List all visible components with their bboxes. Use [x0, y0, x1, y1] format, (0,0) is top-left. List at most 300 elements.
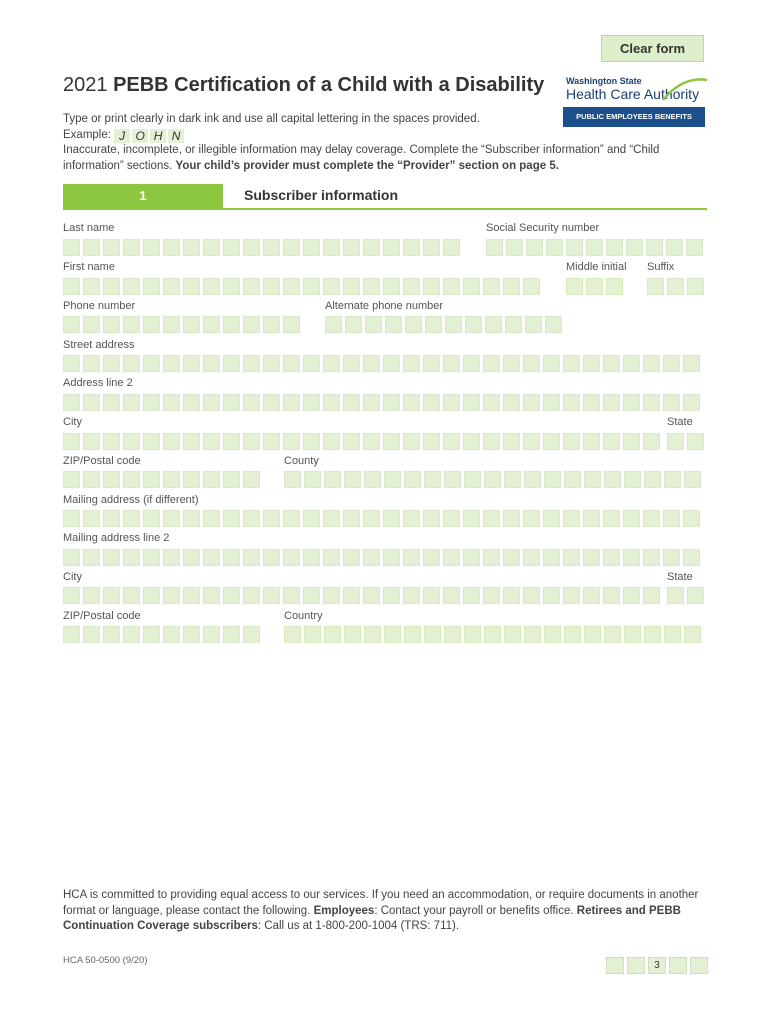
- char-box[interactable]: [143, 355, 160, 372]
- char-box[interactable]: [103, 355, 120, 372]
- char-box[interactable]: [303, 433, 320, 450]
- char-box[interactable]: [606, 278, 623, 295]
- char-box[interactable]: [383, 278, 400, 295]
- char-box[interactable]: [304, 626, 321, 643]
- char-box[interactable]: [425, 316, 442, 333]
- char-box[interactable]: [343, 549, 360, 566]
- char-box[interactable]: [283, 278, 300, 295]
- char-box[interactable]: [323, 587, 340, 604]
- char-box[interactable]: [423, 278, 440, 295]
- char-box[interactable]: [664, 626, 681, 643]
- char-box[interactable]: [343, 355, 360, 372]
- char-box[interactable]: [443, 433, 460, 450]
- mailing-state-field[interactable]: [667, 587, 707, 604]
- char-box[interactable]: [83, 549, 100, 566]
- char-box[interactable]: [623, 355, 640, 372]
- char-box[interactable]: [283, 510, 300, 527]
- char-box[interactable]: [623, 587, 640, 604]
- char-box[interactable]: [63, 549, 80, 566]
- char-box[interactable]: [303, 510, 320, 527]
- char-box[interactable]: [443, 394, 460, 411]
- char-box[interactable]: [343, 433, 360, 450]
- char-box[interactable]: [486, 239, 503, 256]
- char-box[interactable]: [183, 316, 200, 333]
- char-box[interactable]: [263, 587, 280, 604]
- char-box[interactable]: [663, 355, 680, 372]
- char-box[interactable]: [163, 587, 180, 604]
- char-box[interactable]: [163, 433, 180, 450]
- char-box[interactable]: [263, 394, 280, 411]
- char-box[interactable]: [163, 510, 180, 527]
- char-box[interactable]: [445, 316, 462, 333]
- char-box[interactable]: [563, 394, 580, 411]
- char-box[interactable]: [83, 587, 100, 604]
- char-box[interactable]: [83, 278, 100, 295]
- char-box[interactable]: [325, 316, 342, 333]
- char-box[interactable]: [103, 510, 120, 527]
- char-box[interactable]: [83, 510, 100, 527]
- char-box[interactable]: [646, 239, 663, 256]
- char-box[interactable]: [463, 510, 480, 527]
- char-box[interactable]: [223, 471, 240, 488]
- char-box[interactable]: [363, 510, 380, 527]
- char-box[interactable]: [63, 394, 80, 411]
- char-box[interactable]: [544, 626, 561, 643]
- char-box[interactable]: [525, 316, 542, 333]
- char-box[interactable]: [503, 587, 520, 604]
- char-box[interactable]: [683, 355, 700, 372]
- char-box[interactable]: [223, 239, 240, 256]
- char-box[interactable]: [623, 510, 640, 527]
- char-box[interactable]: [524, 626, 541, 643]
- char-box[interactable]: [683, 549, 700, 566]
- char-box[interactable]: [123, 278, 140, 295]
- char-box[interactable]: [505, 316, 522, 333]
- char-box[interactable]: [644, 626, 661, 643]
- char-box[interactable]: [143, 626, 160, 643]
- char-box[interactable]: [163, 394, 180, 411]
- next-page-button-2[interactable]: [690, 957, 708, 974]
- char-box[interactable]: [103, 433, 120, 450]
- clear-form-button[interactable]: Clear form: [601, 35, 704, 62]
- char-box[interactable]: [623, 433, 640, 450]
- char-box[interactable]: [283, 587, 300, 604]
- char-box[interactable]: [623, 549, 640, 566]
- char-box[interactable]: [263, 510, 280, 527]
- char-box[interactable]: [363, 549, 380, 566]
- char-box[interactable]: [503, 549, 520, 566]
- char-box[interactable]: [303, 278, 320, 295]
- char-box[interactable]: [223, 433, 240, 450]
- first-name-field[interactable]: [63, 278, 543, 295]
- char-box[interactable]: [463, 587, 480, 604]
- char-box[interactable]: [323, 510, 340, 527]
- char-box[interactable]: [647, 278, 664, 295]
- char-box[interactable]: [304, 471, 321, 488]
- char-box[interactable]: [223, 587, 240, 604]
- char-box[interactable]: [403, 355, 420, 372]
- char-box[interactable]: [504, 471, 521, 488]
- char-box[interactable]: [143, 510, 160, 527]
- char-box[interactable]: [83, 626, 100, 643]
- char-box[interactable]: [684, 471, 701, 488]
- char-box[interactable]: [543, 355, 560, 372]
- zip-field[interactable]: [63, 471, 263, 488]
- middle-initial-field[interactable]: [566, 278, 626, 295]
- char-box[interactable]: [484, 471, 501, 488]
- char-box[interactable]: [123, 626, 140, 643]
- char-box[interactable]: [203, 510, 220, 527]
- next-page-button[interactable]: [669, 957, 687, 974]
- char-box[interactable]: [243, 587, 260, 604]
- char-box[interactable]: [423, 355, 440, 372]
- char-box[interactable]: [83, 355, 100, 372]
- prev-page-button-2[interactable]: [627, 957, 645, 974]
- char-box[interactable]: [563, 355, 580, 372]
- char-box[interactable]: [103, 549, 120, 566]
- char-box[interactable]: [483, 355, 500, 372]
- char-box[interactable]: [683, 394, 700, 411]
- char-box[interactable]: [584, 626, 601, 643]
- char-box[interactable]: [687, 433, 704, 450]
- char-box[interactable]: [143, 394, 160, 411]
- char-box[interactable]: [303, 355, 320, 372]
- char-box[interactable]: [203, 239, 220, 256]
- char-box[interactable]: [324, 626, 341, 643]
- char-box[interactable]: [203, 316, 220, 333]
- char-box[interactable]: [303, 239, 320, 256]
- char-box[interactable]: [404, 471, 421, 488]
- char-box[interactable]: [583, 587, 600, 604]
- char-box[interactable]: [544, 471, 561, 488]
- char-box[interactable]: [584, 471, 601, 488]
- char-box[interactable]: [103, 394, 120, 411]
- char-box[interactable]: [183, 394, 200, 411]
- char-box[interactable]: [403, 278, 420, 295]
- char-box[interactable]: [363, 587, 380, 604]
- char-box[interactable]: [503, 394, 520, 411]
- char-box[interactable]: [363, 239, 380, 256]
- char-box[interactable]: [363, 433, 380, 450]
- char-box[interactable]: [343, 239, 360, 256]
- char-box[interactable]: [183, 278, 200, 295]
- char-box[interactable]: [564, 471, 581, 488]
- char-box[interactable]: [223, 316, 240, 333]
- char-box[interactable]: [183, 239, 200, 256]
- char-box[interactable]: [83, 239, 100, 256]
- char-box[interactable]: [203, 355, 220, 372]
- char-box[interactable]: [583, 355, 600, 372]
- char-box[interactable]: [666, 239, 683, 256]
- char-box[interactable]: [606, 239, 623, 256]
- char-box[interactable]: [667, 278, 684, 295]
- char-box[interactable]: [103, 239, 120, 256]
- char-box[interactable]: [443, 587, 460, 604]
- char-box[interactable]: [284, 626, 301, 643]
- char-box[interactable]: [404, 626, 421, 643]
- char-box[interactable]: [63, 626, 80, 643]
- char-box[interactable]: [163, 278, 180, 295]
- char-box[interactable]: [465, 316, 482, 333]
- char-box[interactable]: [503, 355, 520, 372]
- char-box[interactable]: [484, 626, 501, 643]
- char-box[interactable]: [403, 510, 420, 527]
- char-box[interactable]: [664, 471, 681, 488]
- char-box[interactable]: [203, 587, 220, 604]
- char-box[interactable]: [483, 433, 500, 450]
- char-box[interactable]: [663, 394, 680, 411]
- char-box[interactable]: [563, 433, 580, 450]
- char-box[interactable]: [223, 549, 240, 566]
- char-box[interactable]: [303, 587, 320, 604]
- char-box[interactable]: [243, 549, 260, 566]
- char-box[interactable]: [163, 316, 180, 333]
- char-box[interactable]: [223, 278, 240, 295]
- char-box[interactable]: [524, 471, 541, 488]
- char-box[interactable]: [123, 433, 140, 450]
- char-box[interactable]: [143, 433, 160, 450]
- char-box[interactable]: [403, 549, 420, 566]
- char-box[interactable]: [687, 278, 704, 295]
- char-box[interactable]: [243, 239, 260, 256]
- mailing-city-field[interactable]: [63, 587, 663, 604]
- char-box[interactable]: [643, 549, 660, 566]
- char-box[interactable]: [443, 510, 460, 527]
- char-box[interactable]: [423, 239, 440, 256]
- char-box[interactable]: [383, 433, 400, 450]
- mailing-line2-field[interactable]: [63, 549, 703, 566]
- char-box[interactable]: [543, 587, 560, 604]
- char-box[interactable]: [303, 549, 320, 566]
- char-box[interactable]: [63, 239, 80, 256]
- char-box[interactable]: [123, 471, 140, 488]
- char-box[interactable]: [283, 239, 300, 256]
- char-box[interactable]: [323, 549, 340, 566]
- char-box[interactable]: [443, 278, 460, 295]
- char-box[interactable]: [103, 626, 120, 643]
- char-box[interactable]: [223, 510, 240, 527]
- char-box[interactable]: [103, 316, 120, 333]
- char-box[interactable]: [423, 549, 440, 566]
- char-box[interactable]: [464, 626, 481, 643]
- char-box[interactable]: [365, 316, 382, 333]
- char-box[interactable]: [604, 626, 621, 643]
- char-box[interactable]: [603, 549, 620, 566]
- char-box[interactable]: [103, 471, 120, 488]
- mailing-zip-field[interactable]: [63, 626, 263, 643]
- char-box[interactable]: [364, 626, 381, 643]
- char-box[interactable]: [543, 394, 560, 411]
- char-box[interactable]: [323, 278, 340, 295]
- char-box[interactable]: [363, 355, 380, 372]
- char-box[interactable]: [383, 355, 400, 372]
- char-box[interactable]: [443, 239, 460, 256]
- char-box[interactable]: [463, 433, 480, 450]
- char-box[interactable]: [463, 278, 480, 295]
- char-box[interactable]: [444, 626, 461, 643]
- char-box[interactable]: [183, 626, 200, 643]
- char-box[interactable]: [183, 549, 200, 566]
- mailing-address-field[interactable]: [63, 510, 703, 527]
- char-box[interactable]: [283, 394, 300, 411]
- char-box[interactable]: [163, 626, 180, 643]
- char-box[interactable]: [263, 433, 280, 450]
- char-box[interactable]: [503, 510, 520, 527]
- char-box[interactable]: [63, 587, 80, 604]
- char-box[interactable]: [643, 355, 660, 372]
- char-box[interactable]: [523, 549, 540, 566]
- country-field[interactable]: [284, 626, 704, 643]
- char-box[interactable]: [583, 510, 600, 527]
- char-box[interactable]: [563, 587, 580, 604]
- state-field[interactable]: [667, 433, 707, 450]
- char-box[interactable]: [423, 394, 440, 411]
- char-box[interactable]: [183, 355, 200, 372]
- char-box[interactable]: [623, 394, 640, 411]
- char-box[interactable]: [604, 471, 621, 488]
- char-box[interactable]: [686, 239, 703, 256]
- char-box[interactable]: [183, 587, 200, 604]
- char-box[interactable]: [344, 626, 361, 643]
- char-box[interactable]: [463, 394, 480, 411]
- char-box[interactable]: [383, 510, 400, 527]
- char-box[interactable]: [203, 394, 220, 411]
- char-box[interactable]: [586, 278, 603, 295]
- char-box[interactable]: [383, 549, 400, 566]
- char-box[interactable]: [344, 471, 361, 488]
- char-box[interactable]: [586, 239, 603, 256]
- ssn-field[interactable]: [486, 239, 706, 256]
- char-box[interactable]: [163, 549, 180, 566]
- char-box[interactable]: [603, 587, 620, 604]
- char-box[interactable]: [403, 587, 420, 604]
- char-box[interactable]: [384, 471, 401, 488]
- char-box[interactable]: [503, 433, 520, 450]
- char-box[interactable]: [683, 510, 700, 527]
- char-box[interactable]: [385, 316, 402, 333]
- char-box[interactable]: [283, 316, 300, 333]
- char-box[interactable]: [403, 433, 420, 450]
- char-box[interactable]: [203, 471, 220, 488]
- char-box[interactable]: [383, 394, 400, 411]
- char-box[interactable]: [343, 510, 360, 527]
- char-box[interactable]: [643, 587, 660, 604]
- char-box[interactable]: [485, 316, 502, 333]
- char-box[interactable]: [444, 471, 461, 488]
- char-box[interactable]: [643, 394, 660, 411]
- char-box[interactable]: [243, 510, 260, 527]
- char-box[interactable]: [123, 355, 140, 372]
- char-box[interactable]: [63, 355, 80, 372]
- char-box[interactable]: [643, 510, 660, 527]
- char-box[interactable]: [83, 433, 100, 450]
- char-box[interactable]: [663, 549, 680, 566]
- char-box[interactable]: [63, 316, 80, 333]
- char-box[interactable]: [566, 278, 583, 295]
- char-box[interactable]: [523, 355, 540, 372]
- char-box[interactable]: [283, 549, 300, 566]
- char-box[interactable]: [603, 433, 620, 450]
- char-box[interactable]: [624, 626, 641, 643]
- char-box[interactable]: [583, 394, 600, 411]
- char-box[interactable]: [483, 394, 500, 411]
- char-box[interactable]: [323, 394, 340, 411]
- char-box[interactable]: [624, 471, 641, 488]
- city-field[interactable]: [63, 433, 663, 450]
- char-box[interactable]: [263, 316, 280, 333]
- char-box[interactable]: [203, 278, 220, 295]
- char-box[interactable]: [684, 626, 701, 643]
- char-box[interactable]: [203, 549, 220, 566]
- char-box[interactable]: [324, 471, 341, 488]
- char-box[interactable]: [423, 433, 440, 450]
- suffix-field[interactable]: [647, 278, 707, 295]
- char-box[interactable]: [383, 587, 400, 604]
- char-box[interactable]: [383, 239, 400, 256]
- char-box[interactable]: [483, 549, 500, 566]
- char-box[interactable]: [545, 316, 562, 333]
- char-box[interactable]: [243, 316, 260, 333]
- last-name-field[interactable]: [63, 239, 463, 256]
- char-box[interactable]: [203, 626, 220, 643]
- char-box[interactable]: [284, 471, 301, 488]
- char-box[interactable]: [123, 549, 140, 566]
- char-box[interactable]: [143, 471, 160, 488]
- char-box[interactable]: [163, 239, 180, 256]
- char-box[interactable]: [123, 510, 140, 527]
- char-box[interactable]: [405, 316, 422, 333]
- char-box[interactable]: [463, 355, 480, 372]
- char-box[interactable]: [543, 549, 560, 566]
- char-box[interactable]: [603, 355, 620, 372]
- char-box[interactable]: [464, 471, 481, 488]
- street-address-field[interactable]: [63, 355, 703, 372]
- char-box[interactable]: [63, 471, 80, 488]
- char-box[interactable]: [626, 239, 643, 256]
- char-box[interactable]: [263, 278, 280, 295]
- char-box[interactable]: [403, 394, 420, 411]
- char-box[interactable]: [543, 433, 560, 450]
- char-box[interactable]: [123, 239, 140, 256]
- char-box[interactable]: [103, 278, 120, 295]
- char-box[interactable]: [163, 355, 180, 372]
- char-box[interactable]: [323, 355, 340, 372]
- char-box[interactable]: [83, 316, 100, 333]
- char-box[interactable]: [546, 239, 563, 256]
- char-box[interactable]: [323, 239, 340, 256]
- char-box[interactable]: [644, 471, 661, 488]
- char-box[interactable]: [687, 587, 704, 604]
- char-box[interactable]: [83, 471, 100, 488]
- char-box[interactable]: [506, 239, 523, 256]
- char-box[interactable]: [363, 278, 380, 295]
- char-box[interactable]: [563, 549, 580, 566]
- char-box[interactable]: [143, 316, 160, 333]
- char-box[interactable]: [483, 587, 500, 604]
- char-box[interactable]: [583, 433, 600, 450]
- char-box[interactable]: [563, 510, 580, 527]
- char-box[interactable]: [263, 355, 280, 372]
- address-line2-field[interactable]: [63, 394, 703, 411]
- char-box[interactable]: [143, 239, 160, 256]
- char-box[interactable]: [263, 239, 280, 256]
- char-box[interactable]: [203, 433, 220, 450]
- char-box[interactable]: [123, 394, 140, 411]
- char-box[interactable]: [424, 471, 441, 488]
- char-box[interactable]: [663, 510, 680, 527]
- char-box[interactable]: [424, 626, 441, 643]
- char-box[interactable]: [163, 471, 180, 488]
